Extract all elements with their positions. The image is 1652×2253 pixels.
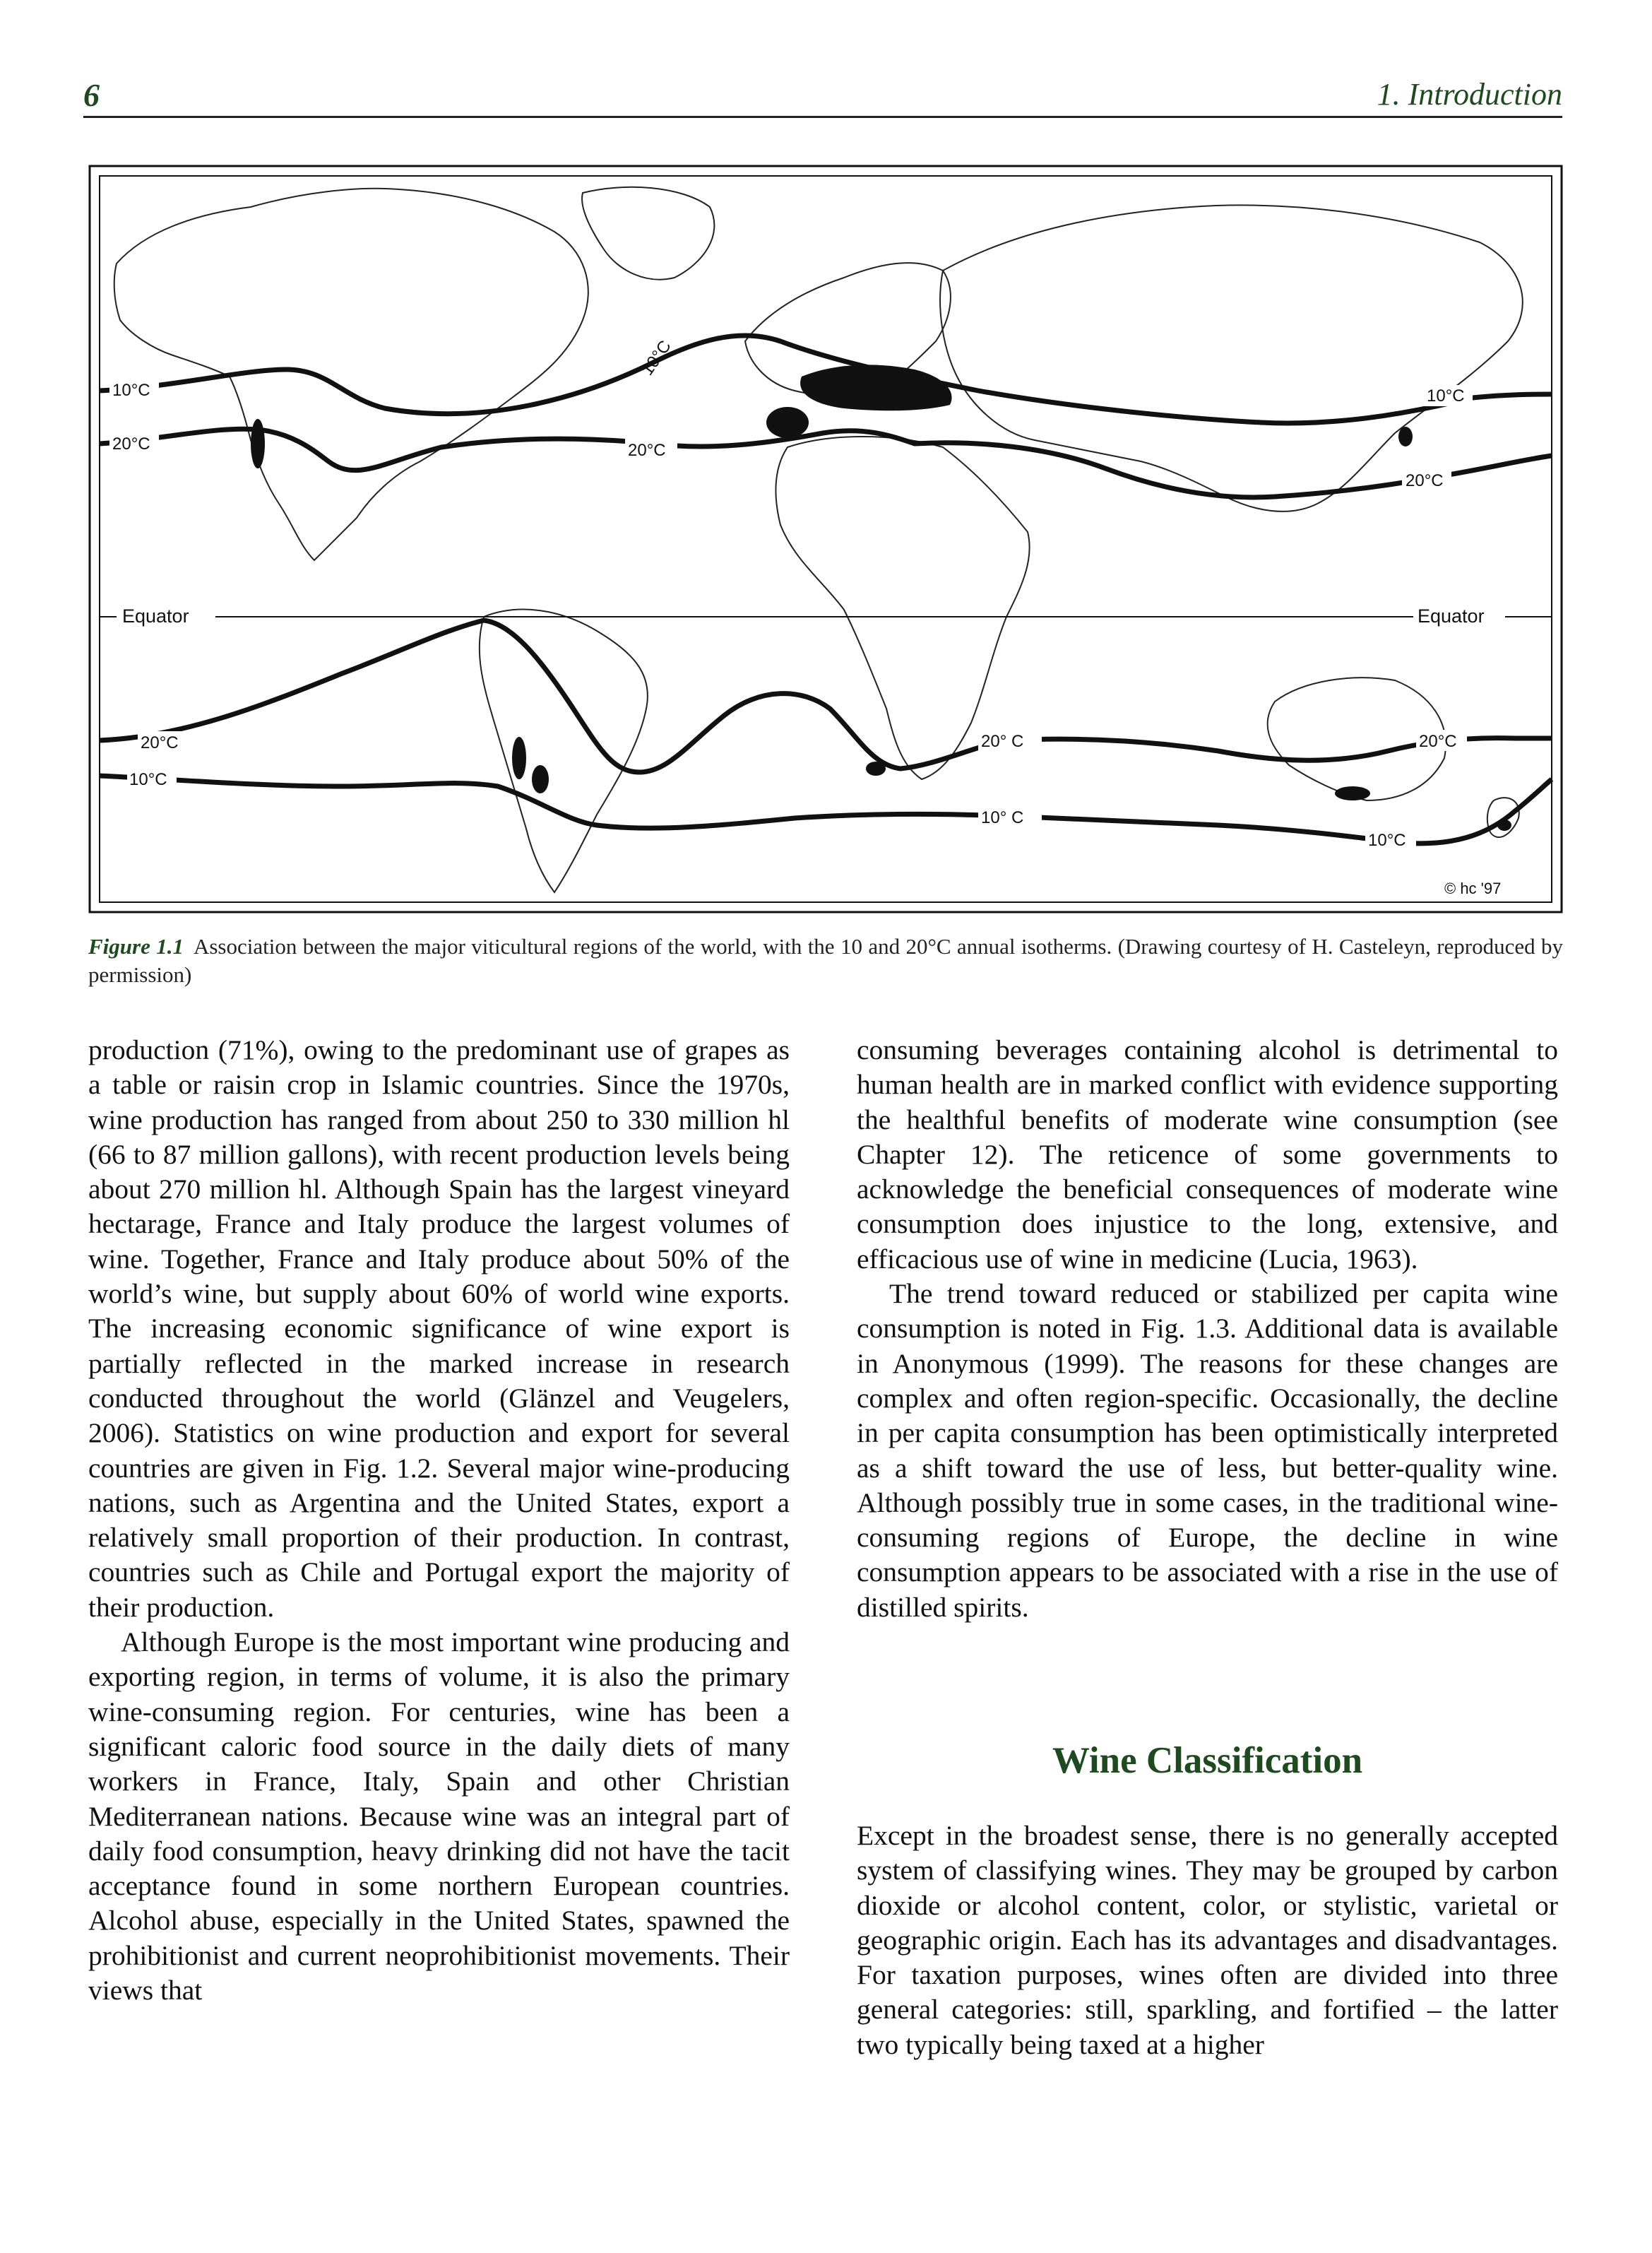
isotherm-south-20c <box>100 620 1552 772</box>
right-paragraph-3: Except in the broadest sense, there is no generally accepted system of classifying wines. They may be grouped by carbon dioxide or alcohol content, color, or stylistic, varietal or geographic origin. Each has its advantages and disadvantages. For taxation purposes, wines often are divided into three general categories: still, sparkling, and fortified – the latter two typically being taxed at a higher <box>857 1820 1558 2060</box>
map-frame-outer <box>90 166 1562 912</box>
running-head: 1. Introduction <box>1377 77 1562 112</box>
figure-caption <box>88 933 1563 989</box>
europe-vineyards <box>800 365 951 410</box>
page-number: 6 <box>83 77 100 113</box>
japan-vineyards <box>1398 427 1413 447</box>
label-n20-mid: 20°C <box>628 441 666 460</box>
label-s20-mid: 20° C <box>981 732 1024 751</box>
world-viticulture-map <box>88 165 1563 913</box>
africa-outline <box>776 437 1029 779</box>
label-s20-right: 20°C <box>1419 732 1457 751</box>
figure-label: Figure 1.1 <box>88 934 184 959</box>
right-column <box>857 1033 1558 1625</box>
asia-outline <box>940 205 1523 511</box>
label-s10-left: 10°C <box>129 770 167 789</box>
left-column <box>88 1033 790 2008</box>
label-s20-left: 20°C <box>141 733 179 752</box>
right-paragraph-1: consuming beverages containing alcohol is detrimental to human health are in marked conflict with evidence supporting the healthful benefits of moderate wine consumption (see Chapter 12). The reticence of some governments to acknowledge the beneficial consequences of moderate wine consumption does injustice to the long, extensive, and efficacious use of wine in medicine (Lucia, 1963). <box>857 1034 1558 1275</box>
caption-text: Association between the major viticultural regions of the world, with the 10 and 20°C annual isotherms. (Drawing courtesy of H. Casteleyn, reproduced by permission) <box>88 934 1563 987</box>
equator-label-left: Equator <box>122 605 189 627</box>
left-paragraph-1: production (71%), owing to the predominant use of grapes as a table or raisin crop in Islamic countries. Since the 1970s, wine production has ranged from about 250 to 330 million hl (66 to 87 million gallons), with recent production levels being about 270 million hl. Although Spain has the largest vineyard hectarage, France and Italy produce the largest volumes of wine. Together, France and Italy produce about 50% of the world’s wine, but supply about 60% of world wine exports. The increasing economic significance of wine export is partially reflected in the marked increase in research conducted throughout the world (Glänzel and Veugelers, 2006). Statistics on wine production and export for several countries are given in Fig. 1.2. Several major wine-producing nations, such as Argentina and the United States, export a relatively small proportion of their production. In contrast, countries such as Chile and Portugal export the majority of their production. <box>88 1034 790 1623</box>
greenland-outline <box>582 187 714 280</box>
right-paragraph-2: The trend toward reduced or stabilized per capita wine consumption is noted in Fig. 1.3. Additional data is available in Anonymous (1999). The reasons for these changes are complex and often region-specific. Occasionally, the decline in per capita consumption has been optimistically interpreted as a shift toward the use of less, but better-quality wine. Although possibly true in some cases, in the traditional wine-consuming regions of Europe, the decline in wine consumption appears to be associated with a rise in the use of distilled spirits. <box>857 1278 1558 1623</box>
chile-vineyards <box>512 737 526 779</box>
label-s10-right: 10°C <box>1368 831 1406 850</box>
isotherm-south-10c <box>100 776 1552 844</box>
label-n10-mid: 10°C <box>637 337 675 379</box>
map-svg <box>88 165 1563 913</box>
section-title: Wine Classification <box>1052 1740 1363 1781</box>
south-america-outline <box>480 610 648 892</box>
california-vineyards <box>251 419 265 468</box>
label-n10-right: 10°C <box>1427 386 1465 406</box>
label-n20-right: 20°C <box>1406 471 1444 490</box>
argentina-vineyards <box>532 765 549 793</box>
australia-vineyards <box>1335 786 1370 800</box>
north-america-outline <box>114 189 588 560</box>
label-n10-left: 10°C <box>112 381 150 400</box>
equator-label-right: Equator <box>1418 605 1485 627</box>
iberia-vineyards <box>766 407 809 438</box>
right-column-lower <box>857 1819 1558 2062</box>
page-header <box>83 76 1562 118</box>
left-paragraph-2: Although Europe is the most important wine producing and exporting region, in terms of volume, it is also the primary wine-consuming region. For centuries, wine has been a significant caloric food source in the daily diets of many workers in France, Italy, Spain and other Christian Mediterranean nations. Because wine was an integral part of daily food consumption, heavy drinking did not have the tacit acceptance found in some northern European countries. Alcohol abuse, especially in the United States, spawned the prohibitionist and current neoprohibitionist movements. Their views that <box>88 1626 790 2006</box>
map-credit: © hc '97 <box>1444 880 1502 897</box>
label-n20-left: 20°C <box>112 434 150 454</box>
label-s10-mid: 10° C <box>981 808 1024 827</box>
